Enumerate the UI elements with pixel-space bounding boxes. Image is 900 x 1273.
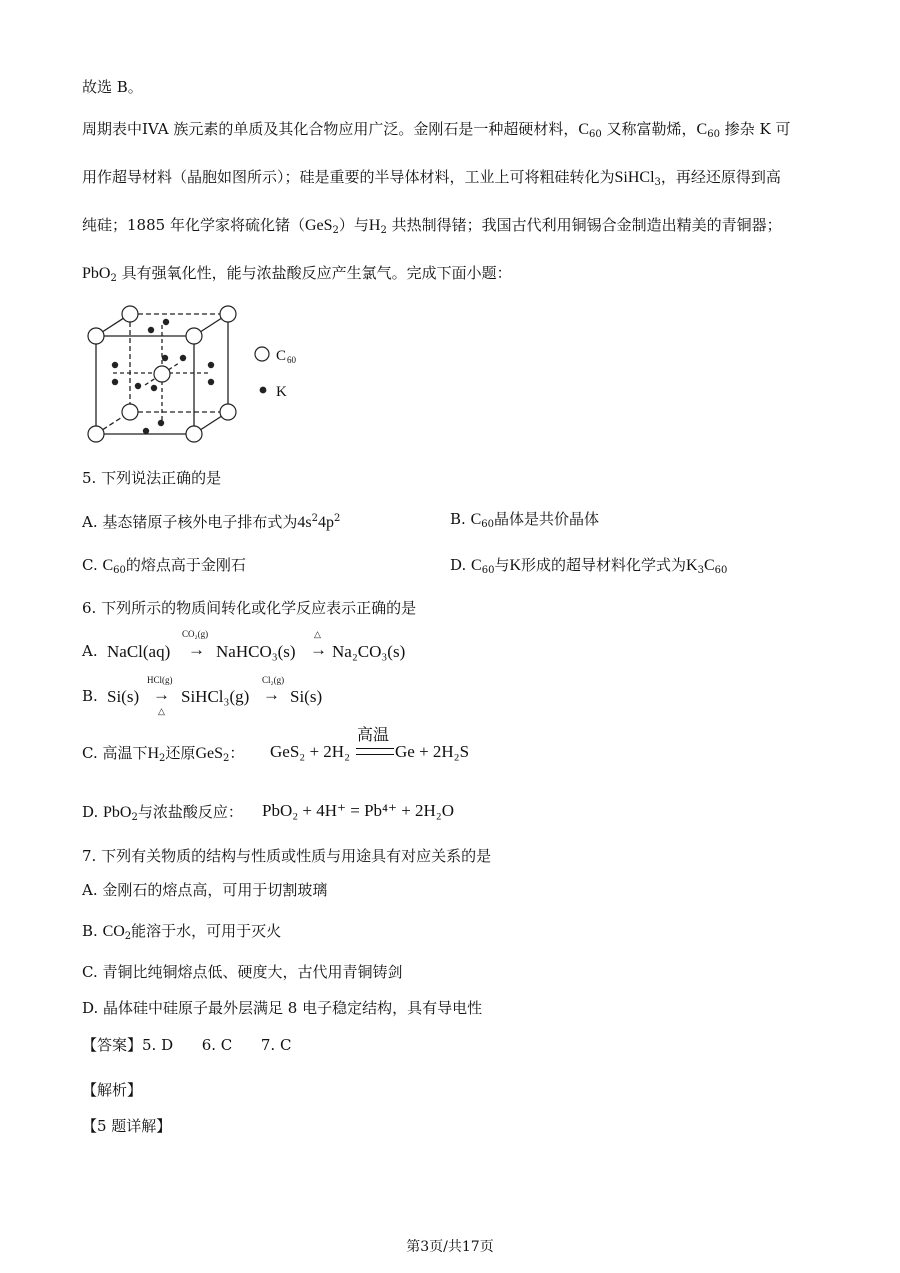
q6-b-condition-below: △ — [158, 706, 165, 716]
q6-b-condition: HCl(g) — [147, 675, 173, 685]
q7-option-c: C. 青铜比纯铜熔点低、硬度大，古代用青铜铸剑 — [82, 963, 403, 981]
analysis-heading: 【解析】 — [82, 1081, 143, 1099]
q6-b-reactant: Si(s) — [107, 687, 140, 706]
q6-a-condition-2: △ — [314, 629, 321, 639]
legend-k: K — [276, 384, 287, 400]
q6-c-text: C. 高温下$H_2$还原GeS$_2$： — [82, 744, 245, 764]
legend-c60: C — [276, 348, 287, 364]
q5-option-c: C. $C_{60}$的熔点高于金刚石 — [82, 556, 246, 576]
legend-c60-sub: 60 — [287, 355, 296, 365]
q6-c-condition: 高温 — [357, 725, 390, 744]
q6-d-eq: PbO₂ + 4H⁺ = Pb⁴⁺ + 2H₂O — [262, 801, 455, 820]
q5-stem: 5. 下列说法正确的是 — [82, 469, 222, 487]
q6-c-eq-left: GeS₂ + 2H₂ — [270, 742, 350, 761]
q6-b-arrow: → — [153, 685, 170, 704]
q7-stem: 7. 下列有关物质的结构与性质或性质与用途具有对应关系的是 — [82, 847, 492, 865]
q7-option-d: D. 晶体硅中硅原子最外层满足 8 电子稳定结构，具有导电性 — [82, 999, 483, 1017]
q6-d-text: D. PbO$_2$与浓盐酸反应： — [82, 803, 243, 823]
q6-a-arrow-2: → — [310, 640, 327, 659]
q6-a-intermediate: NaHCO₃(s) — [216, 642, 296, 661]
q5-option-b: B. $C_{60}$晶体是共价晶体 — [450, 510, 599, 530]
q6-c-equals — [356, 748, 394, 755]
q6-c-eq-right: Ge + 2H₂S — [395, 742, 470, 761]
q5-option-a: A. 基态锗原子核外电子排布式为$4s^24p^2$ — [82, 513, 341, 531]
q6-b-label: B. — [82, 687, 98, 705]
intro-line-2: 用作超导材料（晶胞如图所示）；硅是重要的半导体材料，工业上可将粗硅转化为SiHCl$_3$，再经还原得到高 — [82, 168, 781, 188]
q6-a-product: Na₂CO₃(s) — [332, 642, 406, 661]
crystal-cell-figure — [80, 300, 320, 450]
intro-line-3: 纯硅；1885 年化学家将硫化锗（GeS$_2$）与$H_2$ 共热制得锗；我国古代利用铜锡合金制造出精美的青铜器； — [82, 216, 782, 236]
intro-line-4: PbO$_2$ 具有强氧化性，能与浓盐酸反应产生氯气。完成下面小题： — [82, 264, 512, 284]
q6-b-condition-2: Cl₂(g) — [262, 675, 285, 685]
q6-a-label: A. — [82, 642, 98, 660]
q6-stem: 6. 下列所示的物质间转化或化学反应表示正确的是 — [82, 599, 417, 617]
q6-b-product: Si(s) — [290, 687, 323, 706]
q7-option-a: A. 金刚石的熔点高，可用于切割玻璃 — [82, 881, 328, 899]
q6-b-arrow-2: → — [263, 685, 280, 704]
q6-a-condition: CO₂(g) — [182, 629, 209, 639]
page-footer: 第3页/共17页 — [406, 1239, 494, 1255]
answer-line: 【答案】5. D 6. C 7. C — [82, 1036, 292, 1054]
q5-option-d: D. $C_{60}$与K形成的超导材料化学式为$K_3C_{60}$ — [450, 556, 728, 576]
q6-a-arrow: → — [188, 640, 205, 659]
q6-b-intermediate: SiHCl₃(g) — [181, 687, 250, 706]
q7-option-b: B. $CO_2$能溶于水，可用于灭火 — [82, 922, 282, 942]
top-line: 故选 B。 — [82, 78, 143, 96]
detail-heading: 【5 题详解】 — [82, 1117, 172, 1135]
q6-a-reactant: NaCl(aq) — [107, 642, 171, 661]
intro-line-1: 周期表中IVA 族元素的单质及其化合物应用广泛。金刚石是一种超硬材料，$C_{60}$ 又称富勒烯，$C_{60}$ 掺杂 K 可 — [82, 120, 791, 140]
